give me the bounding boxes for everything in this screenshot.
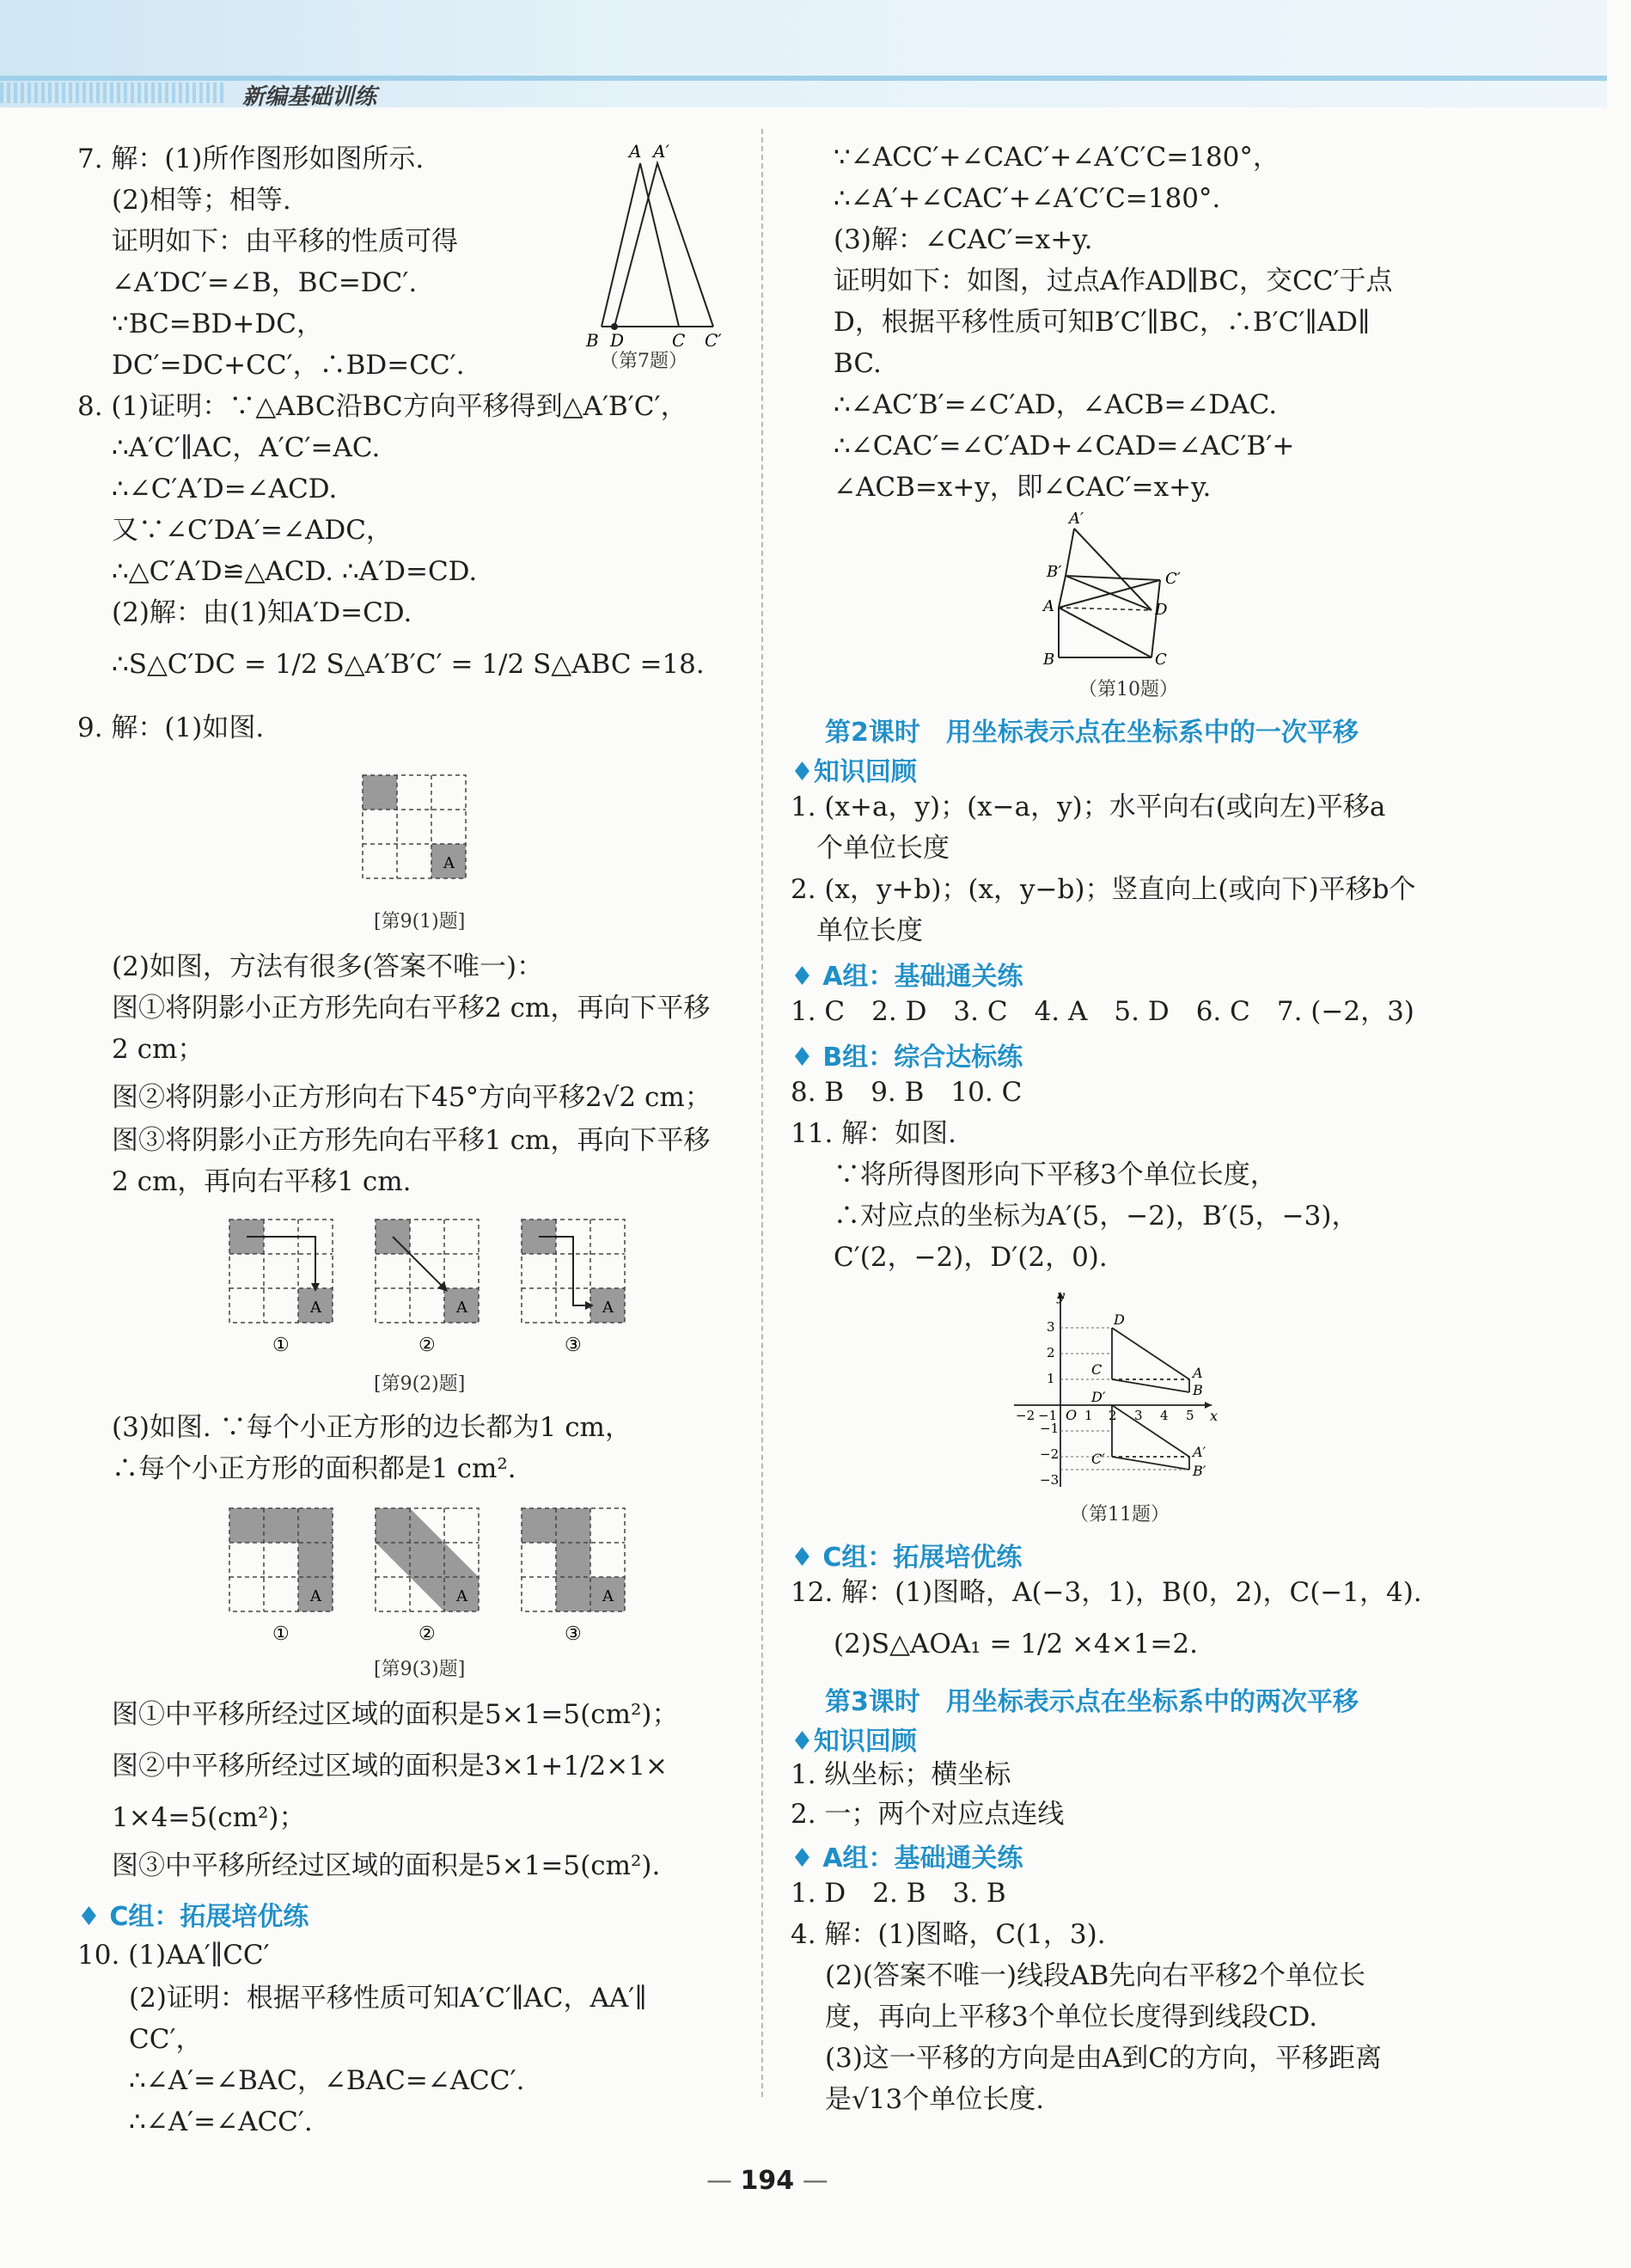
text-line: ∵∠ACC′+∠CAC′+∠A′C′C=180°， [834,142,1280,173]
text-line: 2. (x，y+b)；(x，y−b)；竖直向上(或向下)平移b个 [791,874,1416,905]
text-line: 图①中平移所经过区域的面积是5×1=5(cm²)； [112,1699,679,1730]
section-a-1: ♦ A组：基础通关练 [791,962,1023,992]
text-line: ∴∠A′=∠ACC′. [129,2106,313,2137]
text-line: 图②中平移所经过区域的面积是3×1+1/2×1× [112,1751,668,1782]
svg-text:A: A [1193,1365,1203,1381]
shaded-square [363,775,397,810]
caption-q7: （第7题） [600,351,687,372]
svg-text:x: x [1210,1408,1219,1424]
text-line: 11. 解：如图. [791,1118,957,1149]
text-line: CC′， [129,2024,203,2055]
text-line: 2. 一；两个对应点连线 [791,1799,1065,1830]
text-line: (3)这一平移的方向是由A到C的方向，平移距离 [825,2043,1383,2074]
svg-text:A: A [602,1299,614,1317]
text-line: 8. (1)证明：∵△ABC沿BC方向平移得到△A′B′C′， [77,391,687,422]
text-line: 证明如下：如图，过点A作AD∥BC，交CC′于点 [834,266,1393,296]
page-number: — 194 — [706,2166,828,2196]
svg-text:①: ① [272,1335,290,1356]
svg-text:4: 4 [1160,1408,1169,1423]
text-line: 1×4=5(cm²)； [112,1802,306,1833]
text-line: 图③将阴影小正方形先向右平移1 cm，再向下平移 [112,1125,711,1156]
label-d: D [610,330,625,351]
text-line: ∠ACB=x+y，即∠CAC′=x+y. [834,472,1212,503]
svg-text:C: C [1091,1361,1103,1378]
section-review-2: ♦知识回顾 [791,1727,917,1757]
grid-panel-1 [229,1220,333,1356]
svg-text:②: ② [418,1335,436,1356]
svg-text:3: 3 [1134,1408,1143,1423]
translated-figure [1112,1405,1189,1470]
svg-text:−1: −1 [1040,1421,1060,1436]
text-line: ∴对应点的坐标为A′(5，−2)，B′(5，−3)， [834,1201,1359,1232]
section-review-1: ♦知识回顾 [791,757,917,787]
caption-q9-3: [第9(3)题] [374,1659,466,1680]
text-line: 4. 解：(1)图略，C(1，3). [791,1919,1106,1950]
svg-text:A′: A′ [1069,511,1084,528]
text-line: 又∵∠C′DA′=∠ADC， [112,515,393,546]
grid-panel-3 [522,1508,625,1645]
text-line: ∴∠AC′B′=∠C′AD，∠ACB=∠DAC. [834,389,1278,420]
svg-text:A′: A′ [1193,1444,1206,1460]
grid-label-a: A [443,854,455,872]
text-line: 1. (x+a，y)；(x−a，y)；水平向右(或向左)平移a [791,792,1386,822]
text-line: ∴∠A′+∠CAC′+∠A′C′C=180°. [834,183,1221,214]
text-line: ∴△C′A′D≌△ACD. ∴A′D=CD. [112,556,478,587]
lesson-2-title: 第2课时 用坐标表示点在坐标系中的一次平移 [825,718,1359,748]
figure-q9-3 [228,1507,709,1653]
grid-panel-1 [229,1508,333,1645]
svg-text:A: A [310,1299,321,1317]
text-line: 是√13个单位长度. [825,2084,1045,2115]
svg-text:③: ③ [565,1623,582,1645]
text-line: ∴A′C′∥AC，A′C′=AC. [112,432,381,463]
answers-a-2: 1. D 2. B 3. B [791,1878,1006,1909]
label-c: C [672,330,686,351]
figure-q9-2 [228,1218,709,1364]
lesson-3-title: 第3课时 用坐标表示点在坐标系中的两次平移 [825,1687,1359,1717]
svg-text:B′: B′ [1047,563,1062,581]
svg-text:−2: −2 [1016,1408,1035,1423]
page-header [0,0,1607,110]
svg-text:A: A [456,1299,467,1317]
svg-text:−3: −3 [1040,1472,1060,1488]
label-a: A [629,142,642,162]
text-line: 10. (1)AA′∥CC′ [77,1940,270,1971]
svg-text:5: 5 [1186,1408,1194,1423]
text-line: (2)如图，方法有很多(答案不唯一)： [112,951,544,982]
section-c-heading: ♦ C组：拓展培优练 [77,1902,309,1932]
text-line: 12. 解：(1)图略，A(−3，1)，B(0，2)，C(−1，4). [791,1577,1422,1608]
svg-text:A: A [456,1587,467,1605]
triangle-abc [602,163,679,327]
section-c-1: ♦ C组：拓展培优练 [791,1543,1023,1573]
text-line: ∴∠CAC′=∠C′AD+∠CAD=∠AC′B′+ [834,431,1295,462]
text-line: (2)证明：根据平移性质可知A′C′∥AC，AA′∥ [129,1983,647,2014]
svg-text:②: ② [418,1623,436,1645]
text-line: 图③中平移所经过区域的面积是5×1=5(cm²). [112,1850,661,1881]
svg-text:2: 2 [1047,1345,1055,1360]
text-line: 2 cm，再向右平移1 cm. [112,1166,412,1197]
text-line: ∵将所得图形向下平移3个单位长度， [834,1159,1277,1190]
answers-b-1: 8. B 9. B 10. C [791,1077,1023,1108]
text-line: DC′=DC+CC′，∴BD=CC′. [112,350,465,381]
text-line: 个单位长度 [816,833,950,864]
column-divider [761,129,763,2097]
svg-text:1: 1 [1047,1371,1055,1386]
svg-text:D′: D′ [1091,1389,1106,1405]
figure-q11 [997,1285,1220,1500]
text-line: ∴∠C′A′D=∠ACD. [112,474,338,504]
text-line: (3)解：∠CAC′=x+y. [834,224,1093,255]
caption-q11: （第11题） [1070,1504,1170,1525]
triangle-a-prime [614,163,713,327]
svg-text:C′: C′ [1165,570,1181,588]
text-line: (2)S△AOA₁ = 1/2 ×4×1=2. [834,1629,1198,1660]
text-line: ∠A′DC′=∠B，BC=DC′. [112,267,418,298]
text-line: 9. 解：(1)如图. [77,712,265,743]
caption-q9-1: [第9(1)题] [374,911,466,932]
text-line: ∴S△C′DC = 1/2 S△A′B′C′ = 1/2 S△ABC =18. [112,649,705,680]
text-line: 度，再向上平移3个单位长度得到线段CD. [825,2002,1318,2033]
text-line: 图①将阴影小正方形先向右平移2 cm，再向下平移 [112,993,711,1024]
header-title: 新编基础训练 [242,84,377,110]
svg-text:A: A [602,1587,614,1605]
text-line: 2 cm； [112,1034,205,1065]
text-line: (3)如图. ∵每个小正方形的边长都为1 cm， [112,1412,632,1443]
svg-text:B′: B′ [1193,1463,1206,1479]
svg-text:y: y [1057,1287,1066,1304]
grid-panel-2 [376,1508,479,1645]
svg-text:B: B [1043,651,1055,669]
text-line: 证明如下：由平移的性质可得 [112,226,458,257]
label-b: B [586,330,599,351]
original-figure [1112,1328,1189,1392]
grid-panel-3 [522,1220,625,1356]
text-line: 单位长度 [816,915,923,946]
text-line: ∴∠A′=∠BAC，∠BAC=∠ACC′. [129,2065,525,2096]
svg-text:2: 2 [1109,1408,1117,1423]
point-d [611,323,618,330]
text-line: C′(2，−2)，D′(2，0). [834,1242,1108,1273]
text-line: (2)(答案不唯一)线段AB先向右平移2个单位长 [825,1960,1365,1991]
label-a-prime: A′ [653,142,669,162]
text-line: BC. [834,348,882,379]
section-a-2: ♦ A组：基础通关练 [791,1843,1023,1874]
figure-q9-1 [361,773,473,885]
caption-q10: （第10题） [1078,679,1178,700]
svg-text:A: A [310,1587,321,1605]
text-line: ∴每个小正方形的面积都是1 cm². [112,1453,516,1484]
text-line: 7. 解：(1)所作图形如图所示. [77,144,425,174]
caption-q9-2: [第9(2)题] [374,1373,466,1395]
figure-q7 [576,142,748,357]
answers-a-1: 1. C 2. D 3. C 4. A 5. D 6. C 7. (−2，3) [791,996,1414,1027]
text-line: 图②将阴影小正方形向右下45°方向平移2√2 cm； [112,1082,712,1113]
svg-text:D: D [1114,1311,1125,1328]
svg-text:−2: −2 [1040,1446,1060,1462]
text-line: (2)解：由(1)知A′D=CD. [112,597,412,628]
text-line: (2)相等；相等. [112,185,291,216]
header-dots [0,83,223,103]
text-line: ∵BC=BD+DC， [112,309,323,339]
svg-text:A: A [1043,597,1054,615]
svg-text:③: ③ [565,1335,582,1356]
text-line: D，根据平移性质可知B′C′∥BC，∴B′C′∥AD∥ [834,307,1371,338]
svg-text:①: ① [272,1623,290,1645]
svg-text:D: D [1155,601,1168,619]
svg-text:B: B [1193,1382,1203,1398]
text-line: 1. 纵坐标；横坐标 [791,1759,1011,1790]
svg-text:O: O [1066,1407,1078,1423]
label-c-prime: C′ [705,330,722,351]
svg-text:C′: C′ [1091,1451,1105,1467]
svg-text:1: 1 [1084,1408,1093,1423]
header-stripe [0,76,1607,81]
figure-q10 [1040,511,1212,675]
section-b-1: ♦ B组：综合达标练 [791,1042,1023,1073]
svg-text:−1: −1 [1038,1408,1058,1423]
svg-text:C: C [1155,651,1167,669]
svg-text:3: 3 [1047,1319,1055,1335]
grid-panel-2 [376,1220,479,1356]
